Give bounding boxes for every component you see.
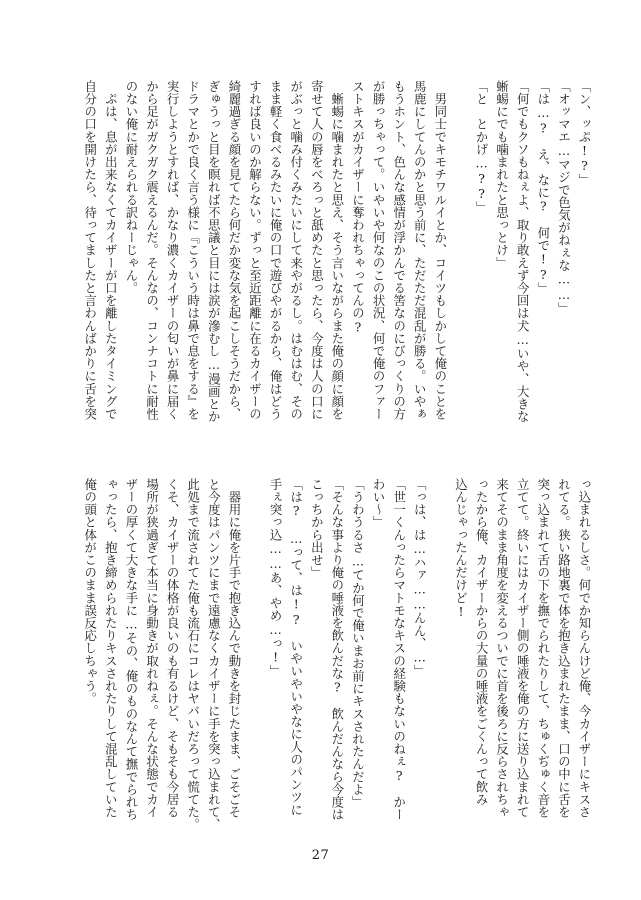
text-column: 「何でもクソもねぇよ、取り敢えず今回は犬…いや、大きな (515, 80, 531, 423)
page-number: 27 (311, 848, 330, 863)
text-column (450, 80, 471, 432)
text-column: こっちから出せ」 (309, 478, 325, 579)
text-column: っ込まれるしさ。何でか知らんけど俺、今カイザーにキスさ (577, 478, 592, 819)
text-column: 突っ込まれて舌の下を撫でられたりして、ちゅくぢゅく音を (535, 478, 551, 819)
text-column: 「っは、は…ハァ……んん、…」 (412, 478, 428, 678)
text-column: すれば良いのか解らない。ずっと至近距離に在るカイザーの (247, 80, 263, 421)
text-column: 俺の頭と体がこのまま誤反応しちゃう。 (82, 478, 98, 705)
vertical-text-block-top (48, 80, 594, 432)
text-column: 「と とかげ…??」 (474, 80, 490, 214)
text-column: ドラマとかで良く言う様に『こういう時は鼻で息をする』を (185, 80, 201, 421)
text-column: 馬鹿にしてんのかと思う前に、ただただ混乱が勝る。いやぁ (412, 80, 428, 421)
text-column: 自分の口を開けたら、待ってましたと言わんばかりに舌を突 (82, 80, 98, 421)
text-column: 込んじゃったんだけど! (453, 478, 469, 620)
text-column: 寄せて人の唇をべろっと舐めたと思ったら、今度は人の口に (309, 80, 325, 421)
text-column: 実行しようとすれば、かなり濃くカイザーの匂いが鼻に届く (165, 80, 181, 421)
text-column: ぷは、息が出来なくてカイザーが口を離したタイミングで (103, 80, 119, 421)
text-column: 此処まで流されてた俺も流石にコレはヤバいだろって慌てた。 (185, 478, 201, 831)
text-column: 「は? …って、は!? いやいやいやなに人のパンツに (288, 478, 304, 816)
text-tier-top (48, 80, 594, 432)
text-column: 「うわうるさ…てか何で俺いまお前にキスされたんだよ」 (350, 478, 366, 809)
text-column: ったから俺、カイザーからの大量の唾液をごくんって飲み (474, 478, 490, 806)
text-column: 手ぇ突っ込……あ、やめ…っ!」 (268, 478, 284, 678)
text-column: 「世一くんったらマトモなキスの経験もないのねぇ? かー (391, 478, 407, 821)
text-column: から足がガクガク震えるんだ。そんなの、コンナコトに耐性 (144, 80, 160, 421)
text-column: と今度はパンツにまで遠慮なくカイザーに手を突っ込まれて、 (206, 478, 222, 831)
text-column: 「ン、ッぷ!?」 (577, 80, 592, 186)
text-column: もうホント、色んな感情が浮かんでる筈なのにびっくりの方 (391, 80, 407, 421)
text-column: 来てそのまま角度を変えるついでに首を後ろに反らされちゃ (494, 478, 510, 819)
text-column: くそ、カイザーの体格が良いのも有るけど、そもそも今居る (165, 478, 181, 819)
text-column: 蜥蜴に噛まれたと思え、そう言いながらまた俺の顔に顔を (329, 80, 345, 421)
text-column: まま軽く食べるみたいに俺の口で遊びやがるから、俺はどう (268, 80, 284, 421)
text-column (429, 478, 450, 834)
text-column: 器用に俺を片手で抱き込んで動きを封じたまま、ごそごそ (226, 478, 242, 819)
text-column: 場所が狭過ぎて本当に身動きが取れねぇ。そんな状態でカイ (144, 478, 160, 819)
text-column: がぶっと噛み付くみたいにして来やがるし。はむはむ、その (288, 80, 304, 421)
text-column: 「は…? え、なに? 何で!?」 (535, 80, 551, 295)
text-column (244, 478, 265, 834)
text-column: 綺麗過ぎる顔を見てたら何だか変な気を起こしそうだから、 (226, 80, 242, 421)
text-column: のない俺に耐えられる訳ねーじゃん。 (123, 80, 139, 295)
text-column: 立てて。終いにはカイザー側の唾液を俺の方に送り込まれて (515, 478, 531, 819)
text-column: が勝っちゃって。いやいや何なのこの状況、何で俺のファー (371, 80, 387, 421)
text-column: ぎゅうっと目を瞑れば不思議と目には涙が滲むし…漫画とか (206, 80, 222, 423)
text-column: わい～」 (371, 478, 387, 529)
text-column: ゃったら、抱き締められたりキスされたりして混乱していた (103, 478, 119, 819)
text-column: 蜥蜴にでも噛まれたと思っとけ」 (494, 80, 510, 269)
text-column: 男同士でキモチワルイとか、コイツもしかして俺のことを (432, 80, 448, 421)
text-tier-bottom (48, 478, 594, 834)
text-column: ストキスがカイザーに奪われちゃってんの? (350, 80, 366, 335)
text-column: 「オッマエ…マジで色気がねぇな……」 (556, 80, 572, 315)
text-column: れてる。狭い路地裏で体を抱き込まれたまま、口の中に舌を (556, 478, 572, 819)
text-column: ザーの厚くて大きな手に…その、俺のものなんて撫でられち (123, 478, 139, 821)
text-column: 「そんな事より俺の唾液を飲んだな? 飲んだんなら今度は (329, 478, 345, 821)
vertical-text-block-bottom (48, 478, 594, 834)
